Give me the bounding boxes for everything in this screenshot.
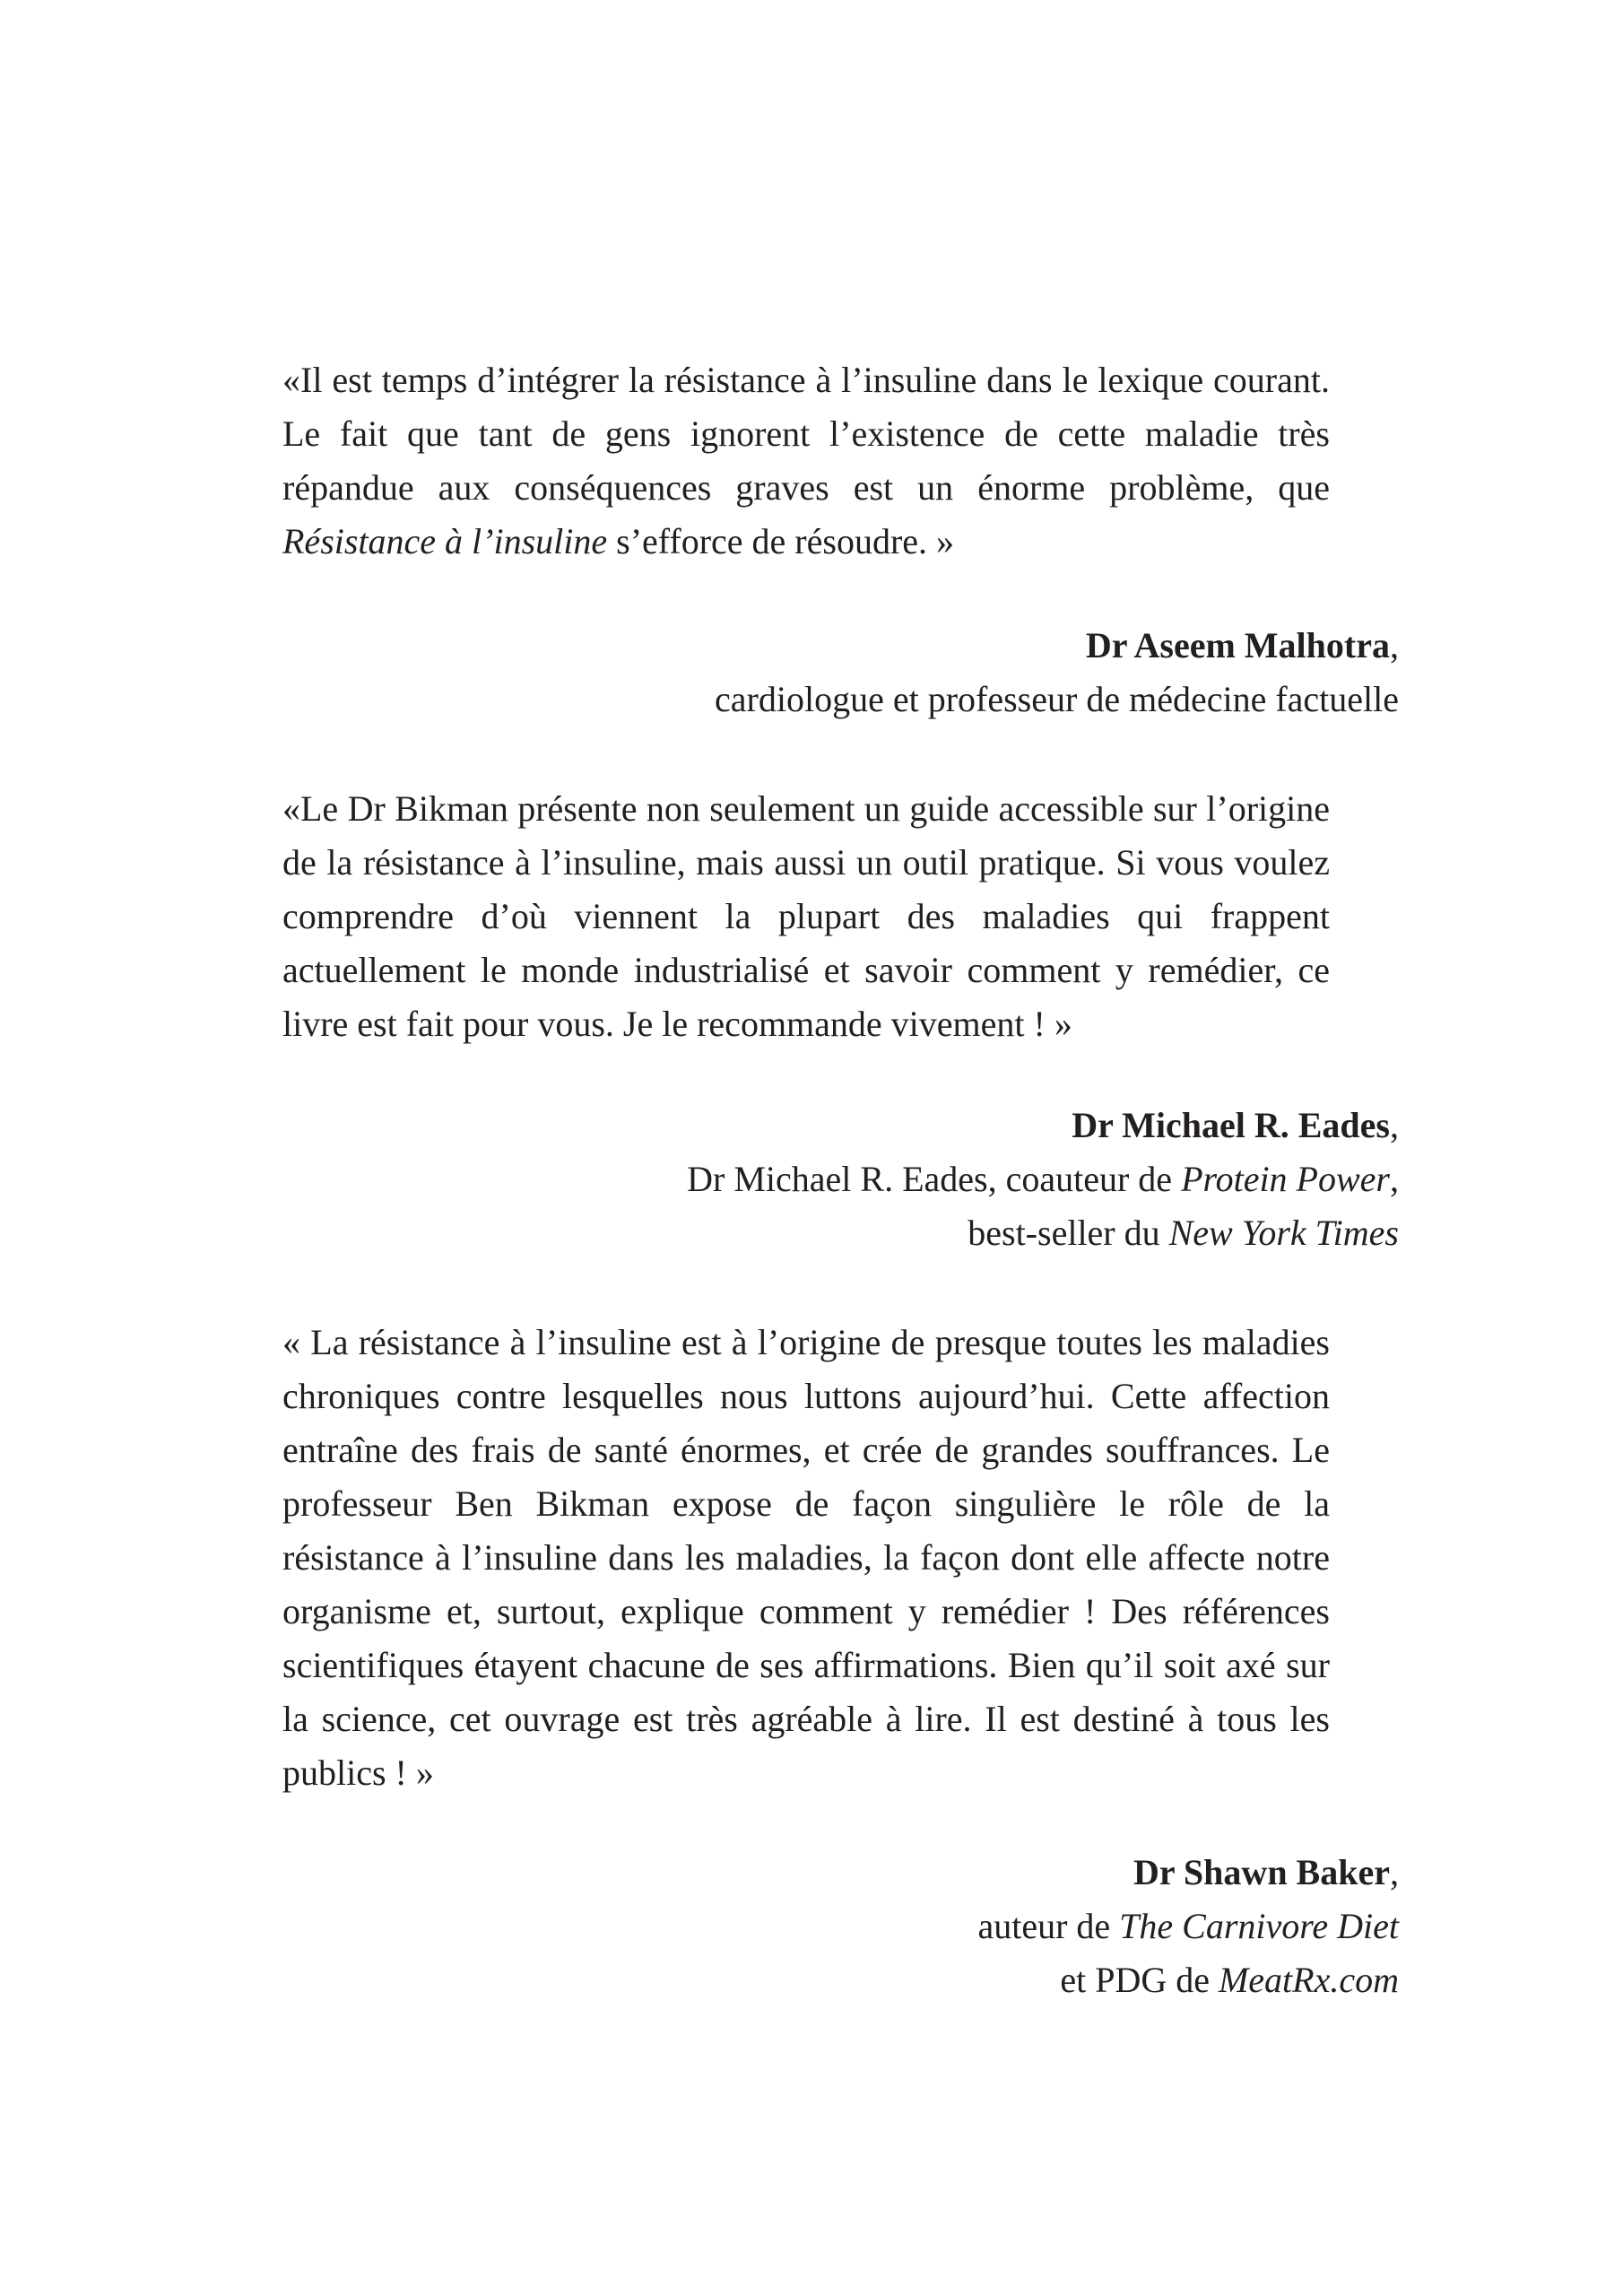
testimonial-quote-3: « La résistance à l’insuline est à l’origine de presque toutes les maladies chroniques contre lesquelles nous luttons aujourd’hui. Cette affection entraîne des frais de santé énormes, et crée de grandes souffrances. Le professeur Ben Bikman expose de façon singulière le rôle de la résistance à l’insuline dans les maladies, la façon dont elle affecte notre organisme et, surtout, explique comment y remédier ! Des références scientifiques étayent chacune de ses affirmations. Bien qu’il soit axé sur la science, cet ouvrage est très agréable à lire. Il est destiné à tous les publics ! » [282, 1322, 1330, 1793]
author-role-line: et PDG de MeatRx.com [1060, 1960, 1399, 2000]
testimonial-quote-2: «Le Dr Bikman présente non seulement un guide accessible sur l’origine de la résistance à l’insuline, mais aussi un outil pratique. Si vous voulez comprendre d’où viennent la plupart des maladies qui frappent actuellement le monde industrialisé et savoir comment y remédier, ce livre est fait pour vous. Je le recommande vivement ! » [282, 788, 1330, 1044]
author-name: Dr Aseem Malhotra [1085, 625, 1390, 665]
author-role-line: Dr Michael R. Eades, coauteur de Protein Power, [687, 1159, 1399, 1199]
testimonial-quote-1: «Il est temps d’intégrer la résistance à l’insuline dans le lexique courant. Le fait que tant de gens ignorent l’existence de cette maladie très répandue aux conséquences graves est un énorme problème, que Résistance à l’insuline s’efforce de résoudre. » [282, 360, 1330, 561]
author-role-line: auteur de The Carnivore Diet [977, 1906, 1399, 1946]
author-role-line: best-seller du New York Times [968, 1213, 1399, 1253]
testimonial-attribution-1 [323, 619, 1399, 726]
author-name-line: Dr Aseem Malhotra, [1085, 625, 1399, 665]
author-role-line: cardiologue et professeur de médecine factuelle [715, 679, 1399, 719]
author-name-line: Dr Shawn Baker, [1133, 1852, 1399, 1892]
author-name-line: Dr Michael R. Eades, [1072, 1105, 1399, 1145]
author-name: Dr Michael R. Eades [1072, 1105, 1390, 1145]
testimonial-attribution-2 [323, 1099, 1399, 1260]
testimonial-attribution-3 [323, 1846, 1399, 2007]
author-name: Dr Shawn Baker [1133, 1852, 1390, 1892]
